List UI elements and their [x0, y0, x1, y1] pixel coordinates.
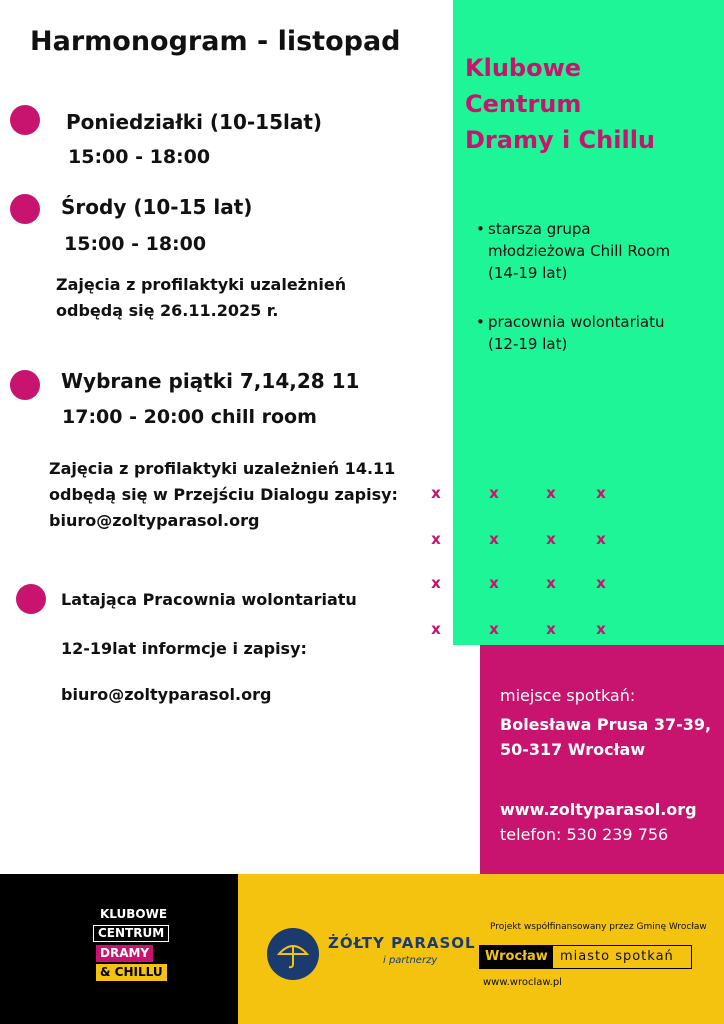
- club-logo-line-4: & CHILLU: [96, 964, 167, 981]
- wroclaw-url[interactable]: www.wroclaw.pl: [483, 977, 562, 988]
- parasol-logo: [267, 928, 319, 980]
- x-mark: x: [489, 484, 499, 502]
- club-logo-line-3: DRAMY: [96, 945, 153, 962]
- wednesday-note-line-2: odbędą się 26.11.2025 r.: [56, 301, 279, 320]
- x-mark: x: [489, 620, 499, 638]
- volunteer-title: Latająca Pracownia wolontariatu: [61, 590, 357, 609]
- page-title: Harmonogram - listopad: [30, 26, 401, 57]
- footer-logo-area: [0, 874, 238, 1024]
- address-line-2: 50-317 Wrocław: [500, 740, 646, 759]
- bullet-char: •: [476, 220, 485, 238]
- x-mark: x: [431, 574, 441, 592]
- volunteer-info: 12-19lat informcje i zapisy:: [61, 639, 307, 658]
- friday-note-line-2: odbędą się w Przejściu Dialogu zapisy:: [49, 485, 398, 504]
- club-logo-line-2: CENTRUM: [93, 925, 169, 942]
- x-mark: x: [546, 574, 556, 592]
- x-mark: x: [596, 620, 606, 638]
- meeting-address: [500, 712, 711, 762]
- monday-title: Poniedziałki (10-15lat): [66, 110, 323, 134]
- club-logo-line-1: KLUBOWE: [100, 907, 168, 921]
- friday-title: Wybrane piątki 7,14,28 11: [61, 369, 360, 393]
- friday-note-line-1: Zajęcia z profilaktyki uzależnień 14.11: [49, 459, 396, 478]
- umbrella-icon: [267, 928, 319, 980]
- wednesday-note-line-1: Zajęcia z profilaktyki uzależnień: [56, 275, 347, 294]
- phone-number: telefon: 530 239 756: [500, 825, 669, 844]
- club-bullet-text: starsza grupa młodzieżowa Chill Room (14-19 lat): [488, 220, 671, 282]
- x-mark: x: [489, 574, 499, 592]
- wednesday-time: 15:00 - 18:00: [64, 233, 207, 255]
- bullet-dot: [10, 194, 40, 224]
- cofunding-note: Projekt współfinansowany przez Gminę Wrocław: [490, 922, 707, 932]
- wroclaw-logo-right: miasto spotkań: [560, 949, 674, 964]
- parasol-subtitle: i partnerzy: [383, 955, 438, 966]
- wroclaw-logo-left: Wrocław: [480, 946, 553, 968]
- bullet-char: •: [476, 313, 485, 331]
- x-mark: x: [596, 574, 606, 592]
- x-mark: x: [489, 530, 499, 548]
- x-mark: x: [596, 530, 606, 548]
- bullet-dot: [16, 584, 46, 614]
- address-line-1: Bolesława Prusa 37-39,: [500, 715, 712, 734]
- friday-email[interactable]: biuro@zoltyparasol.org: [49, 511, 260, 530]
- wednesday-title: Środy (10-15 lat): [61, 195, 253, 219]
- monday-time: 15:00 - 18:00: [68, 146, 211, 168]
- bullet-dot: [10, 370, 40, 400]
- club-title-line-1: Klubowe: [465, 54, 582, 82]
- club-bullet-2: [476, 311, 724, 359]
- club-title: [465, 50, 655, 158]
- parasol-name: ŻÓŁTY PARASOL: [328, 934, 476, 952]
- x-mark: x: [596, 484, 606, 502]
- wroclaw-logo: [479, 945, 692, 969]
- club-title-line-3: Dramy i Chillu: [465, 126, 656, 154]
- bullet-dot: [10, 105, 40, 135]
- x-mark: x: [546, 530, 556, 548]
- meeting-label: miejsce spotkań:: [500, 686, 636, 705]
- x-mark: x: [431, 620, 441, 638]
- friday-time: 17:00 - 20:00 chill room: [62, 406, 317, 428]
- x-mark: x: [431, 484, 441, 502]
- x-mark: x: [546, 620, 556, 638]
- x-mark: x: [431, 530, 441, 548]
- volunteer-email[interactable]: biuro@zoltyparasol.org: [61, 685, 272, 704]
- club-title-line-2: Centrum: [465, 90, 582, 118]
- website-link[interactable]: www.zoltyparasol.org: [500, 800, 697, 819]
- x-mark: x: [546, 484, 556, 502]
- club-bullet-1: [476, 218, 724, 288]
- club-bullet-text: pracownia wolontariatu (12-19 lat): [488, 313, 665, 353]
